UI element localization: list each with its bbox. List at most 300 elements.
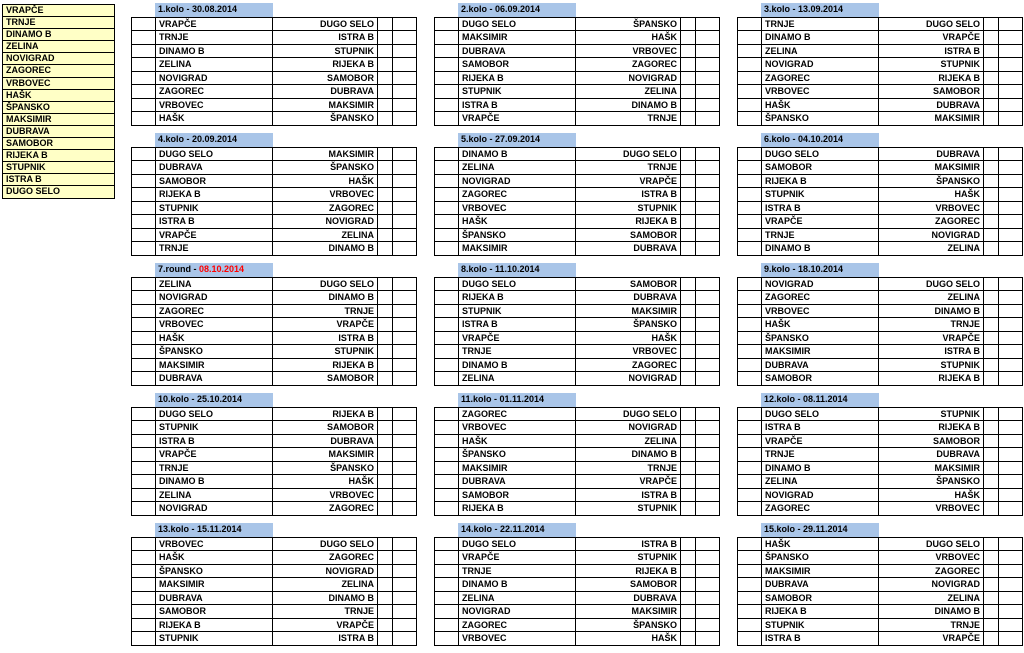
- home-score-cell[interactable]: [681, 421, 696, 435]
- home-score-cell[interactable]: [984, 228, 999, 242]
- home-score-cell[interactable]: [984, 112, 999, 126]
- away-score-cell[interactable]: [393, 421, 417, 435]
- away-score-cell[interactable]: [696, 318, 720, 332]
- away-score-cell[interactable]: [393, 215, 417, 229]
- away-score-cell[interactable]: [393, 174, 417, 188]
- away-score-cell[interactable]: [999, 228, 1023, 242]
- home-score-cell[interactable]: [984, 618, 999, 632]
- home-score-cell[interactable]: [378, 98, 393, 112]
- away-score-cell[interactable]: [999, 291, 1023, 305]
- home-score-cell[interactable]: [984, 85, 999, 99]
- home-score-cell[interactable]: [984, 537, 999, 551]
- away-score-cell[interactable]: [696, 448, 720, 462]
- home-score-cell[interactable]: [984, 71, 999, 85]
- team-list-item: TRNJE: [2, 16, 115, 29]
- away-score-cell[interactable]: [696, 551, 720, 565]
- away-score-cell[interactable]: [393, 188, 417, 202]
- home-score-cell[interactable]: [378, 407, 393, 421]
- away-score-cell[interactable]: [696, 201, 720, 215]
- away-score-cell[interactable]: [393, 605, 417, 619]
- home-team-cell: VRAPČE: [459, 551, 576, 565]
- home-score-cell[interactable]: [681, 331, 696, 345]
- match-row: [435, 475, 720, 489]
- home-score-cell[interactable]: [681, 17, 696, 31]
- away-score-cell[interactable]: [393, 228, 417, 242]
- home-team-cell: VRAPČE: [762, 434, 879, 448]
- home-score-cell[interactable]: [681, 358, 696, 372]
- home-score-cell[interactable]: [984, 345, 999, 359]
- away-score-cell[interactable]: [696, 605, 720, 619]
- away-score-cell[interactable]: [393, 537, 417, 551]
- away-team-cell: MAKSIMIR: [879, 112, 984, 126]
- away-score-cell[interactable]: [696, 188, 720, 202]
- home-score-cell[interactable]: [984, 44, 999, 58]
- row-blank-cell: [132, 345, 156, 359]
- away-score-cell[interactable]: [696, 461, 720, 475]
- away-score-cell[interactable]: [999, 318, 1023, 332]
- away-score-cell[interactable]: [696, 475, 720, 489]
- home-score-cell[interactable]: [681, 372, 696, 386]
- home-score-cell[interactable]: [378, 318, 393, 332]
- away-score-cell[interactable]: [999, 578, 1023, 592]
- home-score-cell[interactable]: [984, 461, 999, 475]
- home-score-cell[interactable]: [681, 618, 696, 632]
- round-header: [761, 263, 879, 277]
- away-score-cell[interactable]: [999, 71, 1023, 85]
- away-score-cell[interactable]: [696, 242, 720, 256]
- row-blank-cell: [738, 564, 762, 578]
- home-score-cell[interactable]: [378, 242, 393, 256]
- home-score-cell[interactable]: [984, 318, 999, 332]
- home-score-cell[interactable]: [984, 31, 999, 45]
- away-score-cell[interactable]: [696, 161, 720, 175]
- away-score-cell[interactable]: [999, 345, 1023, 359]
- away-score-cell[interactable]: [393, 475, 417, 489]
- home-score-cell[interactable]: [378, 345, 393, 359]
- home-score-cell[interactable]: [378, 331, 393, 345]
- home-score-cell[interactable]: [681, 448, 696, 462]
- home-score-cell[interactable]: [984, 201, 999, 215]
- home-score-cell[interactable]: [681, 551, 696, 565]
- home-score-cell[interactable]: [378, 475, 393, 489]
- home-score-cell[interactable]: [378, 551, 393, 565]
- home-score-cell[interactable]: [984, 242, 999, 256]
- home-score-cell[interactable]: [378, 461, 393, 475]
- away-score-cell[interactable]: [393, 201, 417, 215]
- home-score-cell[interactable]: [984, 407, 999, 421]
- away-score-cell[interactable]: [696, 147, 720, 161]
- home-score-cell[interactable]: [984, 448, 999, 462]
- away-score-cell[interactable]: [696, 372, 720, 386]
- away-score-cell[interactable]: [696, 277, 720, 291]
- home-score-cell[interactable]: [378, 564, 393, 578]
- away-score-cell[interactable]: [696, 421, 720, 435]
- home-score-cell[interactable]: [681, 407, 696, 421]
- away-score-cell[interactable]: [999, 475, 1023, 489]
- home-score-cell[interactable]: [378, 448, 393, 462]
- home-score-cell[interactable]: [378, 58, 393, 72]
- home-score-cell[interactable]: [378, 71, 393, 85]
- home-score-cell[interactable]: [378, 434, 393, 448]
- away-score-cell[interactable]: [999, 31, 1023, 45]
- away-score-cell[interactable]: [696, 407, 720, 421]
- home-score-cell[interactable]: [378, 112, 393, 126]
- home-score-cell[interactable]: [681, 277, 696, 291]
- home-score-cell[interactable]: [378, 591, 393, 605]
- away-score-cell[interactable]: [696, 215, 720, 229]
- away-score-cell[interactable]: [696, 578, 720, 592]
- home-score-cell[interactable]: [681, 564, 696, 578]
- away-score-cell[interactable]: [999, 242, 1023, 256]
- away-score-cell[interactable]: [393, 434, 417, 448]
- away-score-cell[interactable]: [393, 304, 417, 318]
- away-score-cell[interactable]: [393, 448, 417, 462]
- home-score-cell[interactable]: [378, 201, 393, 215]
- home-team-cell: DUBRAVA: [459, 475, 576, 489]
- away-score-cell[interactable]: [999, 488, 1023, 502]
- away-score-cell[interactable]: [393, 242, 417, 256]
- away-team-cell: TRNJE: [576, 461, 681, 475]
- home-score-cell[interactable]: [378, 277, 393, 291]
- home-score-cell[interactable]: [984, 215, 999, 229]
- row-blank-cell: [132, 58, 156, 72]
- away-score-cell[interactable]: [999, 85, 1023, 99]
- home-score-cell[interactable]: [378, 17, 393, 31]
- away-score-cell[interactable]: [999, 17, 1023, 31]
- away-score-cell[interactable]: [696, 345, 720, 359]
- away-score-cell[interactable]: [696, 85, 720, 99]
- match-row: [132, 112, 417, 126]
- home-score-cell[interactable]: [681, 44, 696, 58]
- home-score-cell[interactable]: [984, 161, 999, 175]
- away-score-cell[interactable]: [696, 174, 720, 188]
- home-team-cell: DINAMO B: [156, 44, 273, 58]
- away-score-cell[interactable]: [393, 331, 417, 345]
- home-score-cell[interactable]: [681, 475, 696, 489]
- home-score-cell[interactable]: [378, 618, 393, 632]
- match-row: [435, 448, 720, 462]
- home-team-cell: MAKSIMIR: [156, 578, 273, 592]
- match-row: [132, 502, 417, 516]
- away-score-cell[interactable]: [999, 434, 1023, 448]
- row-blank-cell: [435, 502, 459, 516]
- away-score-cell[interactable]: [999, 358, 1023, 372]
- away-team-cell: DINAMO B: [273, 291, 378, 305]
- home-score-cell[interactable]: [378, 215, 393, 229]
- away-score-cell[interactable]: [999, 161, 1023, 175]
- match-row: [132, 421, 417, 435]
- away-score-cell[interactable]: [696, 98, 720, 112]
- home-score-cell[interactable]: [378, 488, 393, 502]
- home-score-cell[interactable]: [378, 372, 393, 386]
- away-score-cell[interactable]: [393, 44, 417, 58]
- away-score-cell[interactable]: [696, 434, 720, 448]
- home-score-cell[interactable]: [378, 421, 393, 435]
- away-team-cell: SAMOBOR: [879, 434, 984, 448]
- home-score-cell[interactable]: [681, 201, 696, 215]
- home-score-cell[interactable]: [681, 161, 696, 175]
- home-score-cell[interactable]: [984, 502, 999, 516]
- round-block: [434, 3, 719, 133]
- away-score-cell[interactable]: [393, 461, 417, 475]
- row-blank-cell: [738, 242, 762, 256]
- round-title: 3.kolo -: [764, 4, 799, 14]
- away-team-cell: VRAPČE: [879, 31, 984, 45]
- row-blank-cell: [435, 291, 459, 305]
- away-team-cell: NOVIGRAD: [273, 564, 378, 578]
- home-score-cell[interactable]: [984, 277, 999, 291]
- away-score-cell[interactable]: [696, 537, 720, 551]
- home-score-cell[interactable]: [984, 304, 999, 318]
- away-team-cell: ISTRA B: [576, 188, 681, 202]
- home-score-cell[interactable]: [378, 537, 393, 551]
- home-score-cell[interactable]: [984, 291, 999, 305]
- away-team-cell: NOVIGRAD: [576, 71, 681, 85]
- home-score-cell[interactable]: [681, 242, 696, 256]
- row-blank-cell: [738, 551, 762, 565]
- home-score-cell[interactable]: [681, 174, 696, 188]
- home-team-cell: MAKSIMIR: [762, 345, 879, 359]
- home-score-cell[interactable]: [984, 58, 999, 72]
- away-score-cell[interactable]: [999, 537, 1023, 551]
- away-score-cell[interactable]: [999, 502, 1023, 516]
- away-score-cell[interactable]: [999, 201, 1023, 215]
- away-score-cell[interactable]: [393, 358, 417, 372]
- home-score-cell[interactable]: [984, 632, 999, 646]
- away-score-cell[interactable]: [393, 17, 417, 31]
- round-title: 2.kolo -: [461, 4, 496, 14]
- home-score-cell[interactable]: [681, 71, 696, 85]
- home-team-cell: HAŠK: [156, 112, 273, 126]
- away-score-cell[interactable]: [696, 304, 720, 318]
- away-score-cell[interactable]: [999, 174, 1023, 188]
- away-score-cell[interactable]: [696, 58, 720, 72]
- away-team-cell: NOVIGRAD: [879, 578, 984, 592]
- away-score-cell[interactable]: [999, 461, 1023, 475]
- home-score-cell[interactable]: [681, 85, 696, 99]
- away-score-cell[interactable]: [393, 372, 417, 386]
- home-score-cell[interactable]: [984, 147, 999, 161]
- away-score-cell[interactable]: [999, 605, 1023, 619]
- away-score-cell[interactable]: [393, 147, 417, 161]
- away-team-cell: HAŠK: [879, 188, 984, 202]
- away-score-cell[interactable]: [393, 345, 417, 359]
- away-score-cell[interactable]: [393, 578, 417, 592]
- home-score-cell[interactable]: [984, 372, 999, 386]
- home-score-cell[interactable]: [984, 358, 999, 372]
- home-team-cell: DUGO SELO: [762, 147, 879, 161]
- row-blank-cell: [435, 605, 459, 619]
- away-team-cell: ISTRA B: [576, 537, 681, 551]
- away-score-cell[interactable]: [393, 112, 417, 126]
- home-score-cell[interactable]: [681, 632, 696, 646]
- away-score-cell[interactable]: [696, 632, 720, 646]
- away-score-cell[interactable]: [999, 564, 1023, 578]
- match-row: [132, 358, 417, 372]
- match-row: [738, 71, 1023, 85]
- home-score-cell[interactable]: [984, 605, 999, 619]
- away-score-cell[interactable]: [999, 591, 1023, 605]
- home-score-cell[interactable]: [378, 502, 393, 516]
- home-score-cell[interactable]: [984, 174, 999, 188]
- away-score-cell[interactable]: [696, 358, 720, 372]
- home-score-cell[interactable]: [378, 188, 393, 202]
- home-score-cell[interactable]: [681, 188, 696, 202]
- away-score-cell[interactable]: [696, 331, 720, 345]
- away-score-cell[interactable]: [393, 318, 417, 332]
- match-row: [738, 215, 1023, 229]
- match-row: [435, 228, 720, 242]
- home-score-cell[interactable]: [378, 228, 393, 242]
- match-row: [738, 318, 1023, 332]
- row-blank-cell: [435, 304, 459, 318]
- home-team-cell: STUPNIK: [156, 421, 273, 435]
- away-score-cell[interactable]: [696, 502, 720, 516]
- away-score-cell[interactable]: [999, 147, 1023, 161]
- away-score-cell[interactable]: [999, 632, 1023, 646]
- home-score-cell[interactable]: [681, 147, 696, 161]
- home-score-cell[interactable]: [984, 421, 999, 435]
- home-score-cell[interactable]: [681, 215, 696, 229]
- away-score-cell[interactable]: [696, 618, 720, 632]
- home-score-cell[interactable]: [681, 31, 696, 45]
- away-score-cell[interactable]: [999, 331, 1023, 345]
- home-score-cell[interactable]: [681, 461, 696, 475]
- row-blank-cell: [435, 331, 459, 345]
- home-score-cell[interactable]: [378, 44, 393, 58]
- away-score-cell[interactable]: [999, 421, 1023, 435]
- away-score-cell[interactable]: [999, 215, 1023, 229]
- away-score-cell[interactable]: [696, 591, 720, 605]
- home-score-cell[interactable]: [378, 304, 393, 318]
- home-score-cell[interactable]: [378, 85, 393, 99]
- home-score-cell[interactable]: [681, 318, 696, 332]
- away-score-cell[interactable]: [696, 44, 720, 58]
- away-score-cell[interactable]: [696, 228, 720, 242]
- match-row: [435, 434, 720, 448]
- away-score-cell[interactable]: [393, 98, 417, 112]
- home-score-cell[interactable]: [378, 31, 393, 45]
- home-score-cell[interactable]: [984, 434, 999, 448]
- away-score-cell[interactable]: [393, 58, 417, 72]
- away-score-cell[interactable]: [999, 551, 1023, 565]
- home-score-cell[interactable]: [378, 605, 393, 619]
- home-score-cell[interactable]: [681, 98, 696, 112]
- home-score-cell[interactable]: [378, 578, 393, 592]
- home-score-cell[interactable]: [681, 345, 696, 359]
- away-score-cell[interactable]: [393, 71, 417, 85]
- home-score-cell[interactable]: [681, 537, 696, 551]
- home-score-cell[interactable]: [984, 551, 999, 565]
- away-score-cell[interactable]: [696, 112, 720, 126]
- away-score-cell[interactable]: [999, 407, 1023, 421]
- round-block: [131, 263, 416, 393]
- row-blank-cell: [435, 188, 459, 202]
- home-score-cell[interactable]: [378, 161, 393, 175]
- home-score-cell[interactable]: [681, 291, 696, 305]
- away-score-cell[interactable]: [999, 98, 1023, 112]
- away-team-cell: ZELINA: [879, 591, 984, 605]
- home-score-cell[interactable]: [681, 58, 696, 72]
- away-score-cell[interactable]: [999, 58, 1023, 72]
- round-block: [737, 393, 1022, 523]
- round-title: 12.kolo -: [764, 394, 804, 404]
- away-score-cell[interactable]: [696, 71, 720, 85]
- home-score-cell[interactable]: [681, 605, 696, 619]
- home-score-cell[interactable]: [681, 112, 696, 126]
- away-score-cell[interactable]: [393, 31, 417, 45]
- away-team-cell: SAMOBOR: [576, 277, 681, 291]
- home-score-cell[interactable]: [681, 502, 696, 516]
- away-score-cell[interactable]: [393, 85, 417, 99]
- home-score-cell[interactable]: [984, 591, 999, 605]
- home-score-cell[interactable]: [378, 632, 393, 646]
- away-score-cell[interactable]: [393, 618, 417, 632]
- row-blank-cell: [738, 421, 762, 435]
- away-score-cell[interactable]: [393, 551, 417, 565]
- away-score-cell[interactable]: [696, 564, 720, 578]
- away-score-cell[interactable]: [696, 17, 720, 31]
- home-team-cell: ZAGOREC: [762, 71, 879, 85]
- home-team-cell: VRAPČE: [156, 17, 273, 31]
- home-score-cell[interactable]: [681, 228, 696, 242]
- away-score-cell[interactable]: [393, 632, 417, 646]
- away-score-cell[interactable]: [393, 502, 417, 516]
- home-score-cell[interactable]: [984, 17, 999, 31]
- match-row: [132, 31, 417, 45]
- home-score-cell[interactable]: [984, 475, 999, 489]
- away-score-cell[interactable]: [999, 304, 1023, 318]
- away-score-cell[interactable]: [999, 277, 1023, 291]
- home-score-cell[interactable]: [984, 578, 999, 592]
- home-team-cell: VRBOVEC: [156, 98, 273, 112]
- away-score-cell[interactable]: [696, 31, 720, 45]
- home-score-cell[interactable]: [681, 591, 696, 605]
- away-score-cell[interactable]: [999, 112, 1023, 126]
- home-score-cell[interactable]: [378, 147, 393, 161]
- away-score-cell[interactable]: [393, 277, 417, 291]
- match-row: [435, 112, 720, 126]
- home-score-cell[interactable]: [681, 304, 696, 318]
- home-score-cell[interactable]: [681, 434, 696, 448]
- away-score-cell[interactable]: [999, 44, 1023, 58]
- home-score-cell[interactable]: [378, 291, 393, 305]
- home-score-cell[interactable]: [984, 188, 999, 202]
- away-score-cell[interactable]: [393, 591, 417, 605]
- home-score-cell[interactable]: [984, 98, 999, 112]
- home-score-cell[interactable]: [681, 488, 696, 502]
- home-score-cell[interactable]: [984, 331, 999, 345]
- away-score-cell[interactable]: [999, 618, 1023, 632]
- row-blank-cell: [738, 112, 762, 126]
- home-score-cell[interactable]: [378, 358, 393, 372]
- away-score-cell[interactable]: [999, 448, 1023, 462]
- home-score-cell[interactable]: [378, 174, 393, 188]
- away-score-cell[interactable]: [999, 188, 1023, 202]
- away-score-cell[interactable]: [696, 291, 720, 305]
- row-blank-cell: [738, 407, 762, 421]
- home-score-cell[interactable]: [984, 488, 999, 502]
- away-score-cell[interactable]: [393, 161, 417, 175]
- away-score-cell[interactable]: [696, 488, 720, 502]
- away-score-cell[interactable]: [393, 564, 417, 578]
- home-score-cell[interactable]: [984, 564, 999, 578]
- away-score-cell[interactable]: [999, 372, 1023, 386]
- home-score-cell[interactable]: [681, 578, 696, 592]
- away-score-cell[interactable]: [393, 291, 417, 305]
- away-score-cell[interactable]: [393, 407, 417, 421]
- away-score-cell[interactable]: [393, 488, 417, 502]
